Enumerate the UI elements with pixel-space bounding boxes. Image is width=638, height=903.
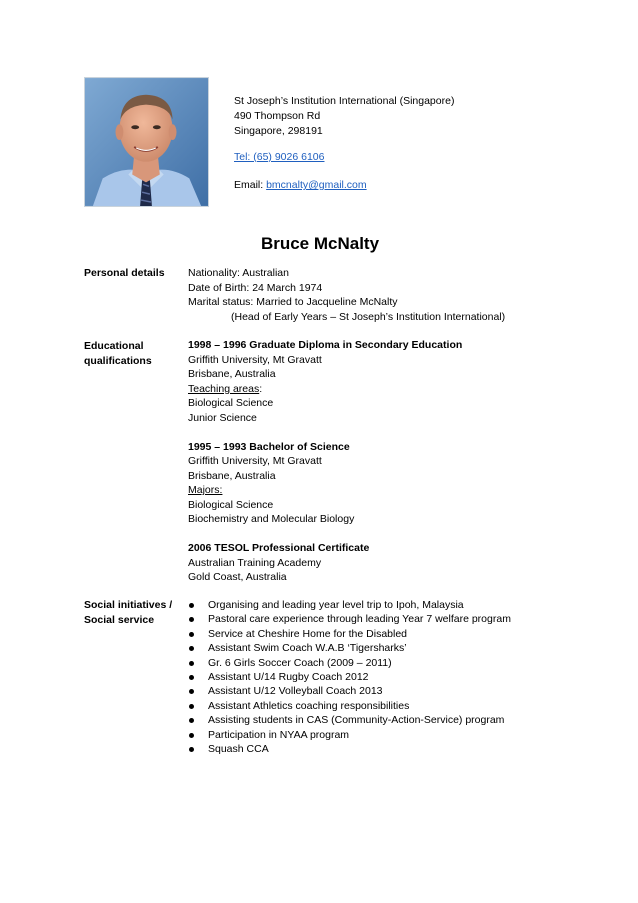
bullet-icon — [189, 689, 194, 694]
social-list — [188, 598, 511, 756]
teaching-areas-colon: : — [259, 382, 263, 395]
education-label — [84, 339, 152, 369]
address-block — [234, 94, 454, 139]
education-title: 1995 – 1993 Bachelor of Science — [188, 440, 350, 453]
education-line: Gold Coast, Australia — [188, 571, 287, 583]
bullet-icon — [189, 603, 194, 608]
telephone-link[interactable]: Tel: (65) 9026 6106 — [234, 151, 325, 163]
education-line: Biochemistry and Molecular Biology — [188, 513, 355, 525]
personal-details-body — [188, 266, 505, 324]
bullet-icon — [189, 675, 194, 680]
spouse-role: (Head of Early Years – St Joseph’s Institution International) — [231, 310, 506, 323]
address-line: Singapore, 298191 — [234, 125, 323, 137]
education-line: Griffith University, Mt Gravatt — [188, 455, 322, 467]
social-label — [84, 598, 172, 628]
bullet-icon — [189, 733, 194, 738]
education-line: Biological Science — [188, 498, 274, 511]
list-item: Gr. 6 Girls Soccer Coach (2009 – 2011) — [188, 656, 511, 670]
list-item: Assistant Swim Coach W.A.B ‘Tigersharks’ — [188, 641, 511, 655]
list-item: Organising and leading year level trip to Ipoh, Malaysia — [188, 598, 511, 612]
bullet-icon — [189, 704, 194, 709]
profile-photo — [84, 77, 209, 207]
email-line — [234, 179, 367, 191]
nationality: Nationality: Australian — [188, 267, 289, 279]
bullet-icon — [189, 718, 194, 723]
education-title: 1998 – 1996 Graduate Diploma in Secondary Education — [188, 339, 463, 351]
social-label-line-2: Social service — [84, 614, 155, 626]
education-line: Biological Science — [188, 397, 274, 409]
education-title: 2006 TESOL Professional Certificate — [188, 542, 370, 554]
majors-heading: Majors: — [188, 484, 223, 496]
teaching-areas-heading: Teaching areas — [188, 382, 260, 395]
bullet-icon — [189, 661, 194, 666]
education-subheading — [188, 382, 462, 397]
candidate-name — [0, 234, 638, 254]
candidate-name-text: Bruce McNalty — [260, 234, 380, 253]
education-line: Brisbane, Australia — [188, 368, 276, 380]
education-line: Junior Science — [188, 411, 257, 424]
education-label-line-2: qualifications — [84, 355, 152, 367]
address-line: St Joseph’s Institution International (Singapore) — [234, 95, 455, 107]
education-line: Griffith University, Mt Gravatt — [188, 353, 322, 366]
education-line: Australian Training Academy — [188, 556, 322, 569]
list-item: Squash CCA — [188, 742, 511, 756]
education-label-line-1: Educational — [84, 340, 144, 352]
address-line: 490 Thompson Rd — [234, 110, 321, 122]
bullet-icon — [189, 632, 194, 637]
bullet-icon — [189, 747, 194, 752]
list-item: Participation in NYAA program — [188, 728, 511, 742]
list-item: Assisting students in CAS (Community-Action-Service) program — [188, 713, 511, 727]
social-label-line-1: Social initiatives / — [84, 599, 173, 611]
personal-details-label: Personal details — [84, 267, 165, 279]
date-of-birth: Date of Birth: 24 March 1974 — [188, 281, 323, 294]
education-body — [188, 338, 462, 585]
list-item: Service at Cheshire Home for the Disabled — [188, 627, 511, 641]
marital-status: Marital status: Married to Jacqueline McNalty — [188, 296, 398, 308]
list-item: Pastoral care experience through leading Year 7 welfare program — [188, 612, 511, 626]
education-line: Brisbane, Australia — [188, 469, 276, 482]
bullet-icon — [189, 646, 194, 651]
email-link[interactable]: bmcnalty@gmail.com — [266, 179, 367, 191]
bullet-icon — [189, 617, 194, 622]
email-label: Email: — [234, 179, 267, 191]
list-item: Assistant U/14 Rugby Coach 2012 — [188, 670, 511, 684]
list-item: Assistant Athletics coaching responsibilities — [188, 699, 511, 713]
list-item: Assistant U/12 Volleyball Coach 2013 — [188, 684, 511, 698]
social-body — [188, 598, 511, 756]
